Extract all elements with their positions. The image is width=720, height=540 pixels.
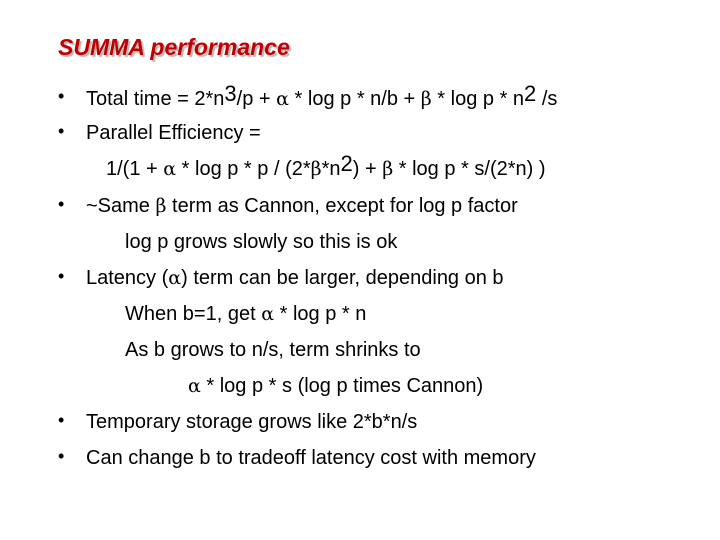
bullet-icon: •	[58, 410, 65, 430]
text-segment: * log p * s (log p times Cannon)	[200, 375, 484, 397]
b-grows-line	[125, 338, 421, 362]
log-p-slowly-line	[125, 230, 397, 254]
text-segment: * log p * n/b +	[289, 88, 421, 110]
parallel-efficiency-line	[86, 121, 261, 145]
text-segment: 1/(1 +	[106, 158, 164, 180]
beta-symbol: β	[155, 195, 167, 217]
exponent: 2	[340, 151, 353, 176]
text-segment: /p +	[236, 88, 277, 110]
text-segment: * log p * s/(2*n) )	[393, 158, 546, 180]
bullet-icon: •	[58, 194, 65, 214]
slide-title: SUMMA performance	[58, 34, 290, 60]
text-segment: As b grows to n/s, term shrinks to	[125, 339, 421, 361]
total-time-line	[86, 81, 558, 111]
temporary-storage-line	[86, 410, 417, 434]
text-segment: log p grows slowly so this is ok	[125, 231, 398, 253]
alpha-symbol: α	[188, 375, 201, 397]
text-segment: Can change b to tradeoff latency cost with memory	[86, 447, 536, 469]
b-equals-1-line	[125, 302, 366, 326]
log-p-times-cannon-line	[188, 374, 483, 398]
text-segment: When b=1, get	[125, 303, 262, 325]
beta-symbol: β	[310, 158, 322, 180]
beta-symbol: β	[420, 88, 432, 110]
alpha-symbol: α	[276, 88, 289, 110]
text-segment: Parallel Efficiency =	[86, 122, 261, 144]
same-beta-line	[86, 194, 518, 218]
text-segment: * log p * n	[431, 88, 525, 110]
efficiency-formula-line	[106, 151, 546, 181]
text-segment: ~Same	[86, 195, 156, 217]
tradeoff-line	[86, 446, 536, 470]
exponent: 3	[224, 81, 237, 106]
latency-line	[86, 266, 504, 290]
beta-symbol: β	[382, 158, 394, 180]
text-segment: Total time = 2*n	[86, 88, 225, 110]
text-segment: Latency (	[86, 267, 169, 289]
text-segment: * log p * n	[274, 303, 367, 325]
bullet-icon: •	[58, 446, 65, 466]
alpha-symbol: α	[163, 158, 177, 180]
text-segment: term as Cannon, except for log p factor	[166, 195, 518, 217]
text-segment: *n	[321, 158, 341, 180]
text-segment: ) term can be larger, depending on b	[181, 267, 504, 289]
text-segment: /s	[536, 88, 558, 110]
alpha-symbol: α	[261, 303, 275, 325]
bullet-icon: •	[58, 86, 65, 106]
text-segment: ) +	[352, 158, 383, 180]
alpha-symbol: α	[168, 267, 182, 289]
bullet-icon: •	[58, 266, 65, 286]
text-segment: * log p * p / (2*	[176, 158, 311, 180]
bullet-icon: •	[58, 121, 65, 141]
exponent: 2	[524, 81, 537, 106]
text-segment: Temporary storage grows like 2*b*n/s	[86, 411, 418, 433]
